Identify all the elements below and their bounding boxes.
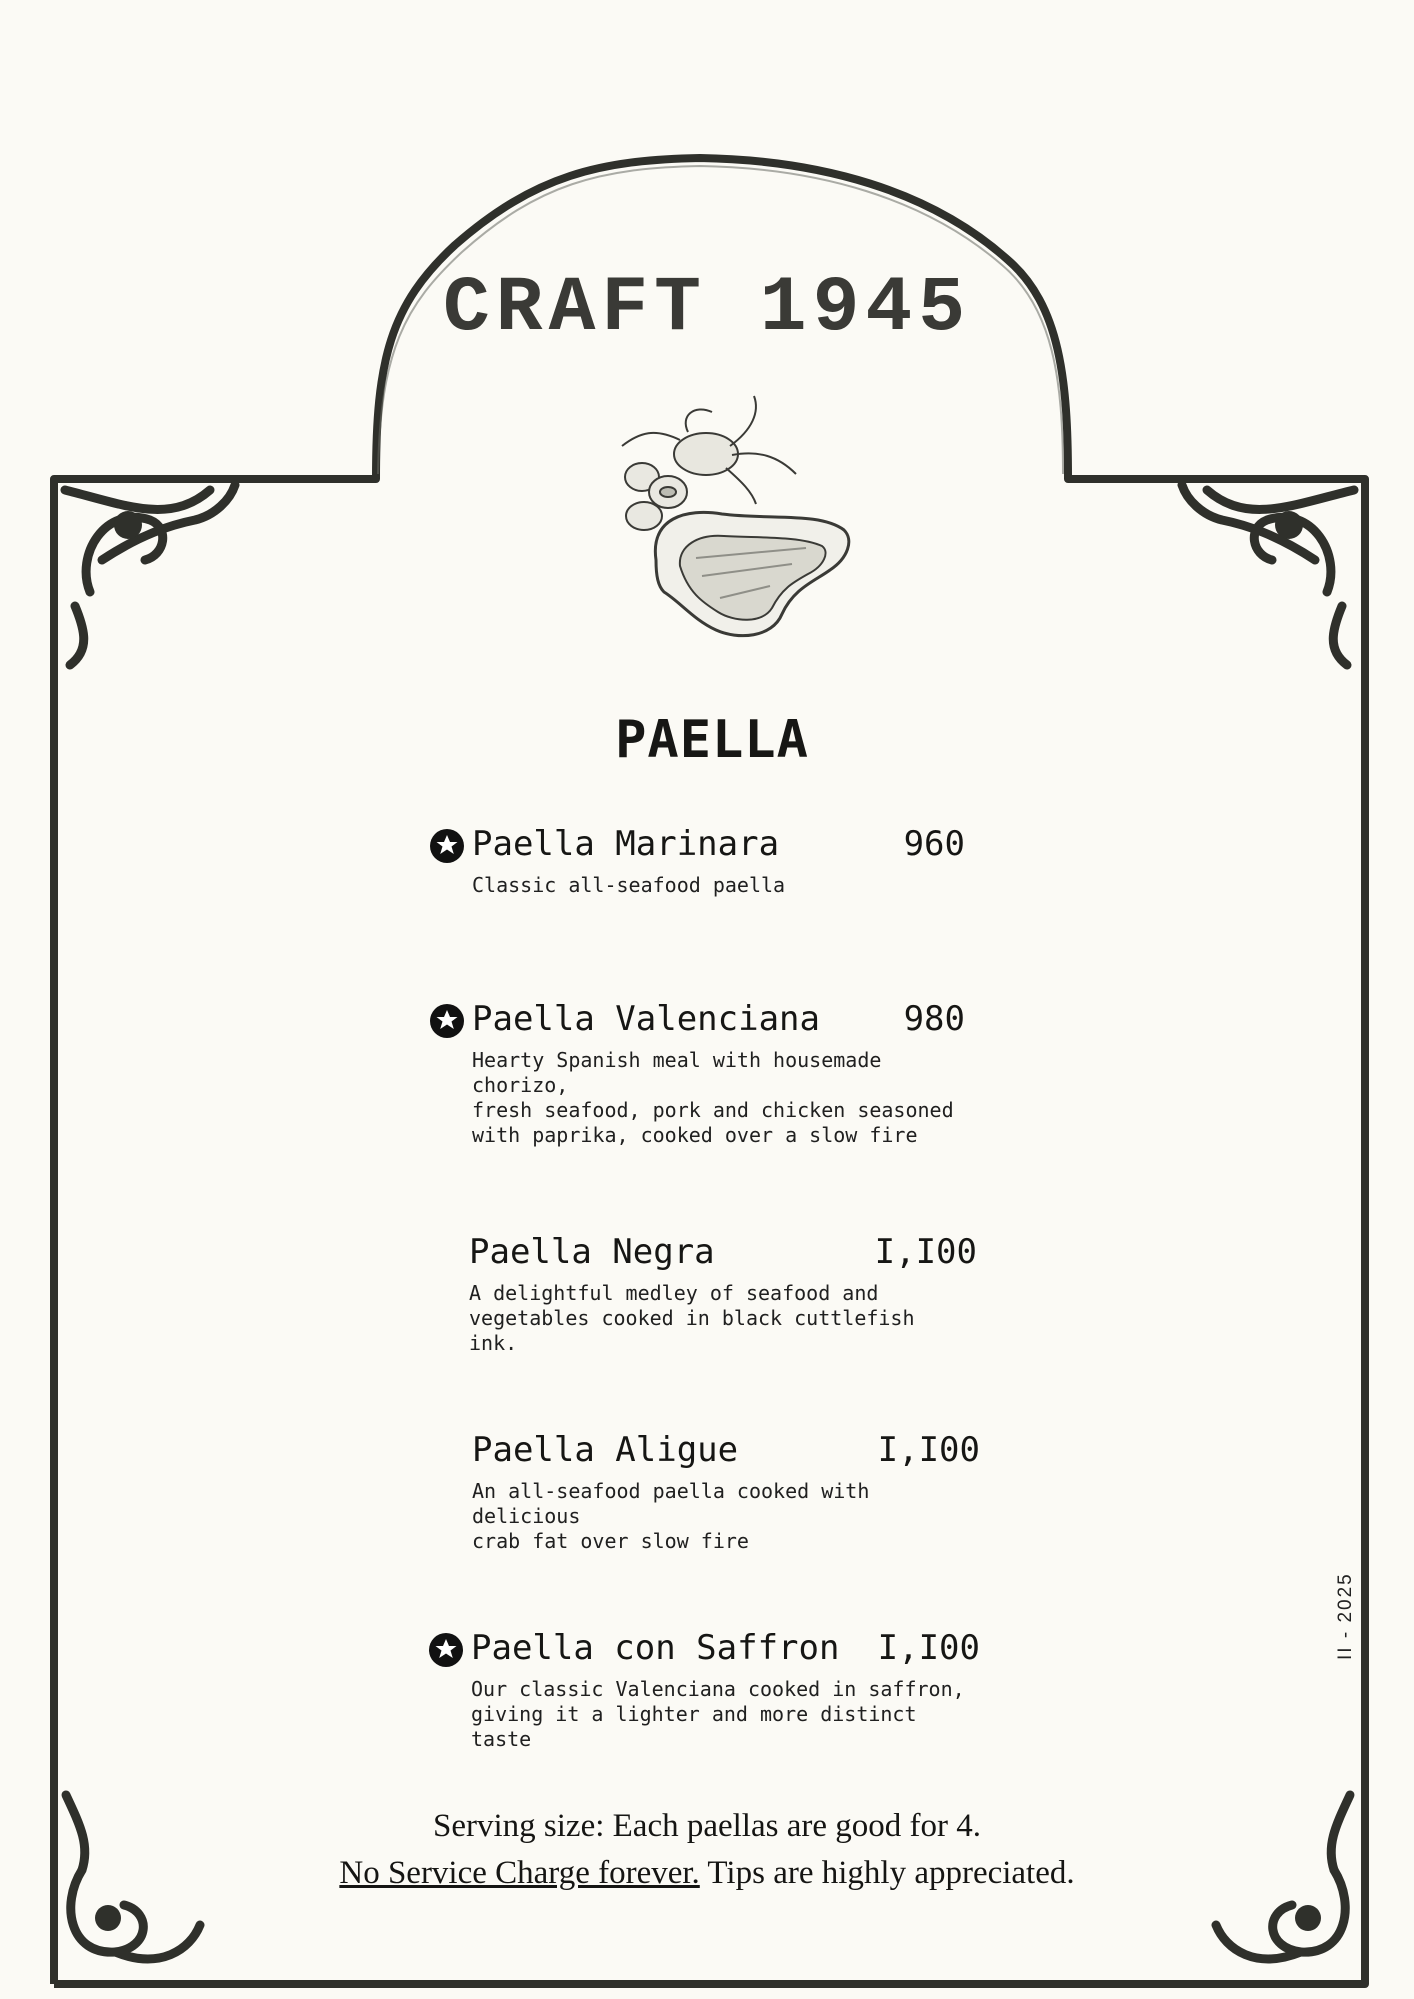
item-description: A delightful medley of seafood and vegetables cooked in black cuttlefish ink.: [469, 1281, 915, 1355]
item-name: Paella Marinara: [472, 824, 780, 864]
item-price: 960: [903, 824, 965, 864]
item-price: 980: [903, 999, 965, 1039]
item-name: Paella Valenciana: [472, 999, 820, 1039]
item-description: Our classic Valenciana cooked in saffron, giving it a lighter and more distinct taste: [471, 1677, 965, 1751]
menu-item-paella-con-saffron: [424, 1627, 980, 1752]
steak-sketch: [655, 512, 848, 635]
item-price: I,I00: [877, 1430, 980, 1470]
menu-item-paella-valenciana: [425, 998, 965, 1148]
service-line: [0, 1855, 1414, 1892]
item-header: [425, 823, 965, 869]
item-description: Classic all-seafood paella: [472, 873, 786, 897]
item-description: Hearty Spanish meal with housemade chorizo, fresh seafood, pork and chicken seasoned with paprika, cooked over a slow fire: [472, 1048, 954, 1147]
ornament-top-right: [1182, 485, 1354, 665]
brand-title: CRAFT 1945: [442, 265, 972, 353]
item-header: [424, 1627, 980, 1673]
item-header: [422, 1231, 977, 1277]
item-price: I,I00: [877, 1628, 980, 1668]
tips-note: Tips are highly appreciated.: [699, 1855, 1075, 1891]
star-badge-icon: [428, 1632, 464, 1668]
no-service-charge-note: No Service Charge forever.: [339, 1855, 700, 1891]
item-name: Paella Negra: [469, 1232, 715, 1272]
item-description: An all-seafood paella cooked with delicious crab fat over slow fire: [472, 1479, 870, 1553]
ornament-top-left: [65, 485, 235, 665]
ornament-dot-bottom-left: [95, 1905, 121, 1931]
item-name: Paella con Saffron: [471, 1628, 840, 1668]
item-price: I,I00: [874, 1232, 977, 1272]
serving-note: Serving size: Each paellas are good for 4.: [433, 1808, 981, 1844]
item-header: [425, 1429, 980, 1475]
edition-date: II - 2025: [1335, 1572, 1356, 1660]
star-badge-icon: [429, 828, 465, 864]
seafood-meat-illustration: [610, 388, 870, 648]
menu-item-paella-aligue: [425, 1429, 980, 1554]
ornament-dot-bottom-right: [1295, 1905, 1321, 1931]
ornament-dot-top-right: [1275, 511, 1303, 539]
item-name: Paella Aligue: [472, 1430, 739, 1470]
menu-item-paella-negra: [422, 1231, 977, 1356]
menu-item-paella-marinara: [425, 823, 965, 898]
ornament-dot-top-left: [114, 511, 142, 539]
star-badge-icon: [429, 1003, 465, 1039]
section-title: PAELLA: [615, 710, 809, 770]
item-header: [425, 998, 965, 1044]
